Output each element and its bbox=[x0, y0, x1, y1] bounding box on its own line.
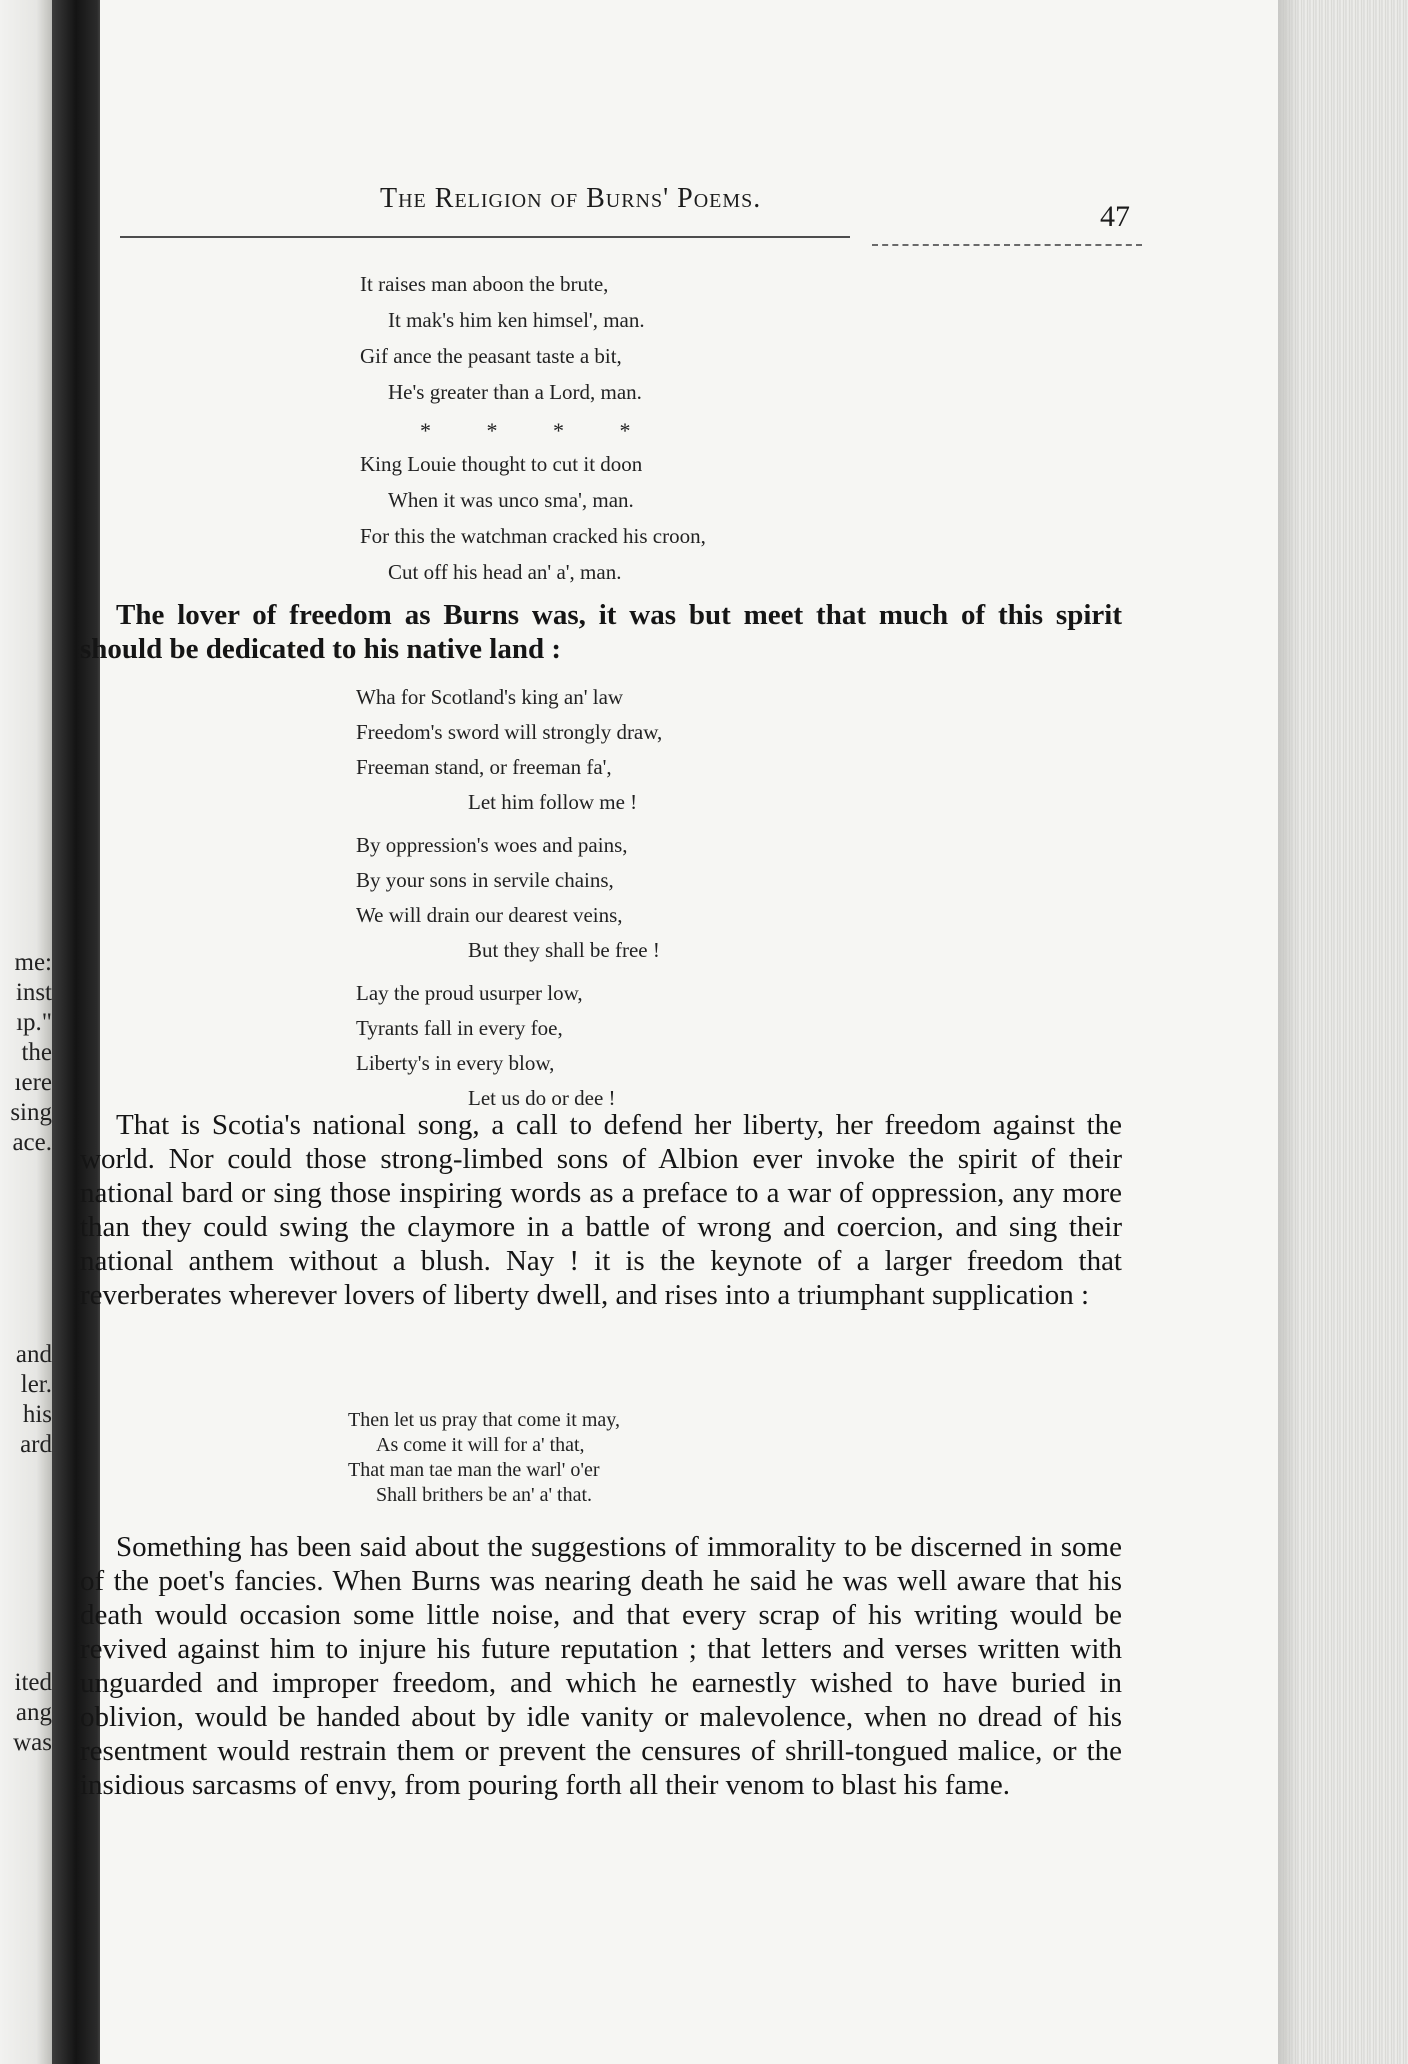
fragment-line: ited bbox=[14, 1669, 52, 1696]
page-number: 47 bbox=[1100, 200, 1130, 233]
verse-line: Shall brithers be an' a' that. bbox=[376, 1484, 593, 1506]
verse-line: Freeman stand, or freeman fa', bbox=[356, 755, 612, 779]
header-rule bbox=[120, 236, 850, 238]
fragment-line: his bbox=[22, 1401, 52, 1428]
verse-line: But they shall be free ! bbox=[468, 938, 660, 962]
fragment-line: was bbox=[13, 1729, 52, 1756]
verse-line: Let us do or dee ! bbox=[468, 1086, 616, 1110]
verse-line: King Louie thought to cut it doon bbox=[360, 452, 643, 476]
fragment-line: ang bbox=[15, 1699, 52, 1726]
verse-line: Gif ance the peasant taste a bit, bbox=[360, 344, 622, 368]
fragment-line: inst bbox=[15, 979, 52, 1006]
verse-block bbox=[348, 1408, 620, 1508]
verse-line: That man tae man the warl' o'er bbox=[348, 1459, 600, 1481]
paragraph-text: That is Scotia's national song, a call to defend her liberty, her freedom against the world. Nor could those strong-limbed sons of Albion ever invoke the spirit of their national bard or sing those inspiring words as a preface to a war of oppression, any more than they could swing the claymore in a battle of wrong and coercion, and sing their national anthem without a blush. Nay ! it is the keynote of a larger freedom that reverberates wherever lovers of liberty dwell, and rises into a triumphant supplication : bbox=[80, 1109, 1122, 1311]
paragraph bbox=[80, 598, 1122, 666]
fragment-line: and bbox=[15, 1341, 52, 1368]
verse-line: For this the watchman cracked his croon, bbox=[360, 524, 706, 548]
page-edges bbox=[1278, 0, 1408, 2064]
verse-line: By your sons in servile chains, bbox=[356, 868, 614, 892]
verse-line: By oppression's woes and pains, bbox=[356, 833, 628, 857]
fragment-line: me: bbox=[14, 949, 52, 976]
verse-line: When it was unco sma', man. bbox=[388, 488, 634, 512]
verse-line: Lay the proud usurper low, bbox=[356, 981, 583, 1005]
verse-line: Let him follow me ! bbox=[468, 790, 638, 814]
verse-line: Tyrants fall in every foe, bbox=[356, 1016, 563, 1040]
fragment-line: ard bbox=[20, 1431, 52, 1458]
fragment-line: ıp." bbox=[16, 1009, 52, 1036]
verse-block bbox=[356, 680, 662, 1116]
fragment-line: the bbox=[21, 1039, 52, 1066]
verse-line: Then let us pray that come it may, bbox=[348, 1409, 620, 1431]
section-stars: * * * * bbox=[420, 418, 631, 443]
paragraph-text: Something has been said about the suggestions of immorality to be discerned in some of the poet's fancies. When Burns was nearing death he said he was well aware that his death would occasion some little noise, and that every scrap of his writing would be revived against him to injure his future reputation ; that letters and verses written with unguarded and improper freedom, and which he earnestly wished to have buried in oblivion, would be handed about by idle vanity or malevolence, when no dread of his resentment would restrain them or prevent the censures of shrill-tongued malice, or the insidious sarcasms of envy, from pouring forth all their venom to blast his fame. bbox=[80, 1531, 1122, 1801]
verse-line: As come it will for a' that, bbox=[376, 1434, 585, 1456]
verse-line: Cut off his head an' a', man. bbox=[388, 560, 622, 584]
header-rule-dashed bbox=[872, 244, 1142, 246]
verse-line: Wha for Scotland's king an' law bbox=[356, 685, 624, 709]
paragraph-text: The lover of freedom as Burns was, it was but meet that much of this spirit should be dedicated to his native land : bbox=[80, 599, 1122, 665]
verse-line: It mak's him ken himsel', man. bbox=[388, 308, 645, 332]
verse-line: It raises man aboon the brute, bbox=[360, 272, 609, 296]
fragment-line: ace. bbox=[12, 1129, 52, 1156]
running-title: The Religion of Burns' Poems. bbox=[380, 183, 762, 214]
verse-line: We will drain our dearest veins, bbox=[356, 903, 623, 927]
fragment-line: sing bbox=[10, 1099, 52, 1126]
paragraph bbox=[80, 1108, 1122, 1312]
verse-line: Liberty's in every blow, bbox=[356, 1051, 555, 1075]
fragment-line: ıere bbox=[14, 1069, 52, 1096]
verse-line: He's greater than a Lord, man. bbox=[388, 380, 642, 404]
fragment-line: ler. bbox=[20, 1371, 52, 1398]
paragraph bbox=[80, 1530, 1122, 1802]
verse-line: Freedom's sword will strongly draw, bbox=[356, 720, 663, 744]
